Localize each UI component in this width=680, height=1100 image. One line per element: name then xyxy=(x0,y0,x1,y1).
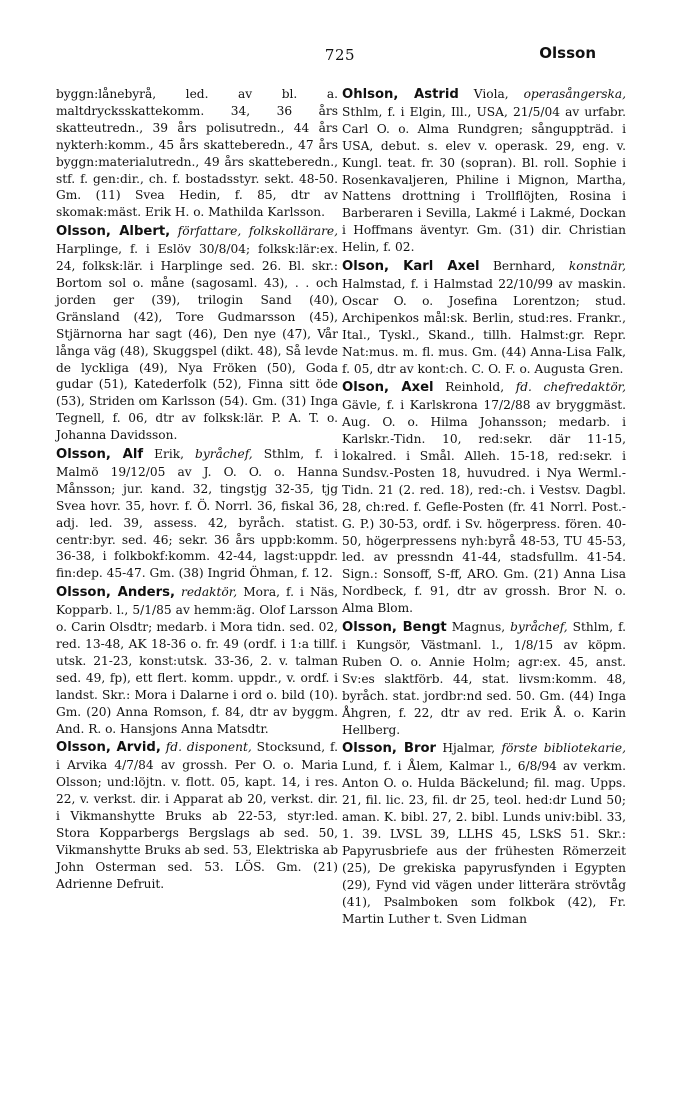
entry-text: Halmstad, f. i Halmstad 22/10/99 av maskin. Oscar O. o. Josefina Lorentzon; stud. Archipenkos mål:sk. Berlin, stud:res. Frankr., Ital., Tyskl., Skand., tillh. Halmst:gr. Repr. Nat:mus. m. fl. mus. Gm. (44) Anna-Lisa Falk, f. 05, dtr av kont:ch. C. O. F. o. Augusta Gren. xyxy=(342,276,626,376)
entry-text: Sthlm, f. i Elgin, Ill., USA, 21/5/04 av urfabr. Carl O. o. Alma Rundgren; sånguppträd. i USA, debut. s. elev v. operask. 29, eng. v. Kungl. teat. fr. 30 (sopran). Bl. roll. Sophie i Rosenkavaljeren, Philine i Mignon, Martha, Nattens drottning i Trollflöjten, Rosina i Barberaren i Sevilla, Lakmé i Lakmé, Dockan i Hoffmans äventyr. Gm. (31) dir. Christian Helin, f. 02. xyxy=(342,104,626,255)
entry-occupation: författare, folkskollärare, xyxy=(177,224,338,239)
entry-text: Harplinge, f. i Eslöv 30/8/04; folksk:lär:ex. 24, folksk:lär. i Harplinge sed. 26. Bl. skr.: Bortom sol o. måne (sagosaml. 43), . . och jorden ger (39), trilogin Sand (40), Gränsland (42), Tore Gudmarsson (45), Stjärnorna har sagt (46), Den nye (47), Vår långa väg (48), Skuggspel (dikt. 48), Så levde de lyckliga (49), Nya Fröken (50), Goda gudar (51), Katederfolk (52), Finna sitt öde (53), Striden om Karlsson (54). Gm. (31) Inga Tegnell, f. 06, dtr av folksk:lär. P. A. T. o. Johanna Davidsson. xyxy=(56,242,338,443)
entry-occupation: operasångerska, xyxy=(523,87,626,101)
entry-occupation: byråchef, xyxy=(510,620,568,635)
entry xyxy=(56,223,338,444)
entry xyxy=(56,584,338,737)
entry-text: Lund, f. i Ålem, Kalmar l., 6/8/94 av verkm. Anton O. o. Hulda Bäckelund; fil. mag. Upps. 21, fil. lic. 23, fil. dr 25, teol. hed:dr Lund 50; aman. K. bibl. 27, 2. bibl. Lunds univ:bibl. 33, 1. 39. LVSL 39, LLHS 45, LSkS 51. Skr.: Papyrusbriefe aus der frühesten Römerzeit (25), De grekiska papyrusfynden i Egypten (29), Fynd vid vägen under litterära strövtåg (41), Psalmboken som folkbok (42), Fr. Martin Luther t. Sven Lidman xyxy=(342,759,626,926)
entry-given-names: Reinhold, xyxy=(445,380,505,395)
entry-headword: Olsson, Albert, xyxy=(56,224,171,240)
entry-text: Gävle, f. i Karlskrona 17/2/88 av bryggmäst. Aug. O. o. Hilma Johansson; medarb. i Karlskr.-Tidn. 10, red:sekr. där 11-15, lokalred. i Smål. Alleh. 15-18, red:sekr. i Sundsv.-Posten 18, huvudred. i Nya Werml.-Tidn. 21 (2. red. 18), red:-ch. i Vestsv. Dagbl. 28, ch:red. f. Gefle-Posten (fr. 41 Norrl. Post.-G. P.) 30-53, ordf. i Sv. högerpress. fören. 40-50, högerpressens nyh:byrå 48-53, TU 45-53, led. av pressndn 41-44, stadsfullm. 41-54. Sign.: Sonsoff, S-ff, ARO. Gm. (21) Anna Lisa Nordbeck, f. 91, dtr av grossh. Bror N. o. Alma Blom. xyxy=(342,398,626,616)
entry xyxy=(56,446,338,582)
left-column xyxy=(56,86,338,895)
entry xyxy=(342,379,626,617)
entry xyxy=(56,739,338,892)
entry xyxy=(342,619,626,738)
entry-occupation: redaktör, xyxy=(181,585,238,600)
entry-text: byggn:lånebyrå, led. av bl. a. maltdrycksskattekomm. 34, 36 års skatteutredn., 39 års polisutredn., 44 års nykterh:komm., 45 års skatteberedn., 47 års byggn:materialutredn., 49 års skatteberedn., stf. f. gen:dir., ch. f. bostadsstyr. sekt. 48-50. Gm. (11) Svea Hedin, f. 85, dtr av skomak:mäst. Erik H. o. Mathilda Karlsson. xyxy=(56,87,338,220)
entry-given-names: Magnus, xyxy=(451,620,506,635)
entry-headword: Olsson, Bror xyxy=(342,741,437,757)
entry xyxy=(56,86,338,221)
entry-occupation: förste bibliotekarie, xyxy=(501,741,626,756)
entry-headword: Olsson, Arvid, xyxy=(56,740,161,756)
entry-given-names: Viola, xyxy=(473,87,509,101)
entry-text: Stocksund, f. i Arvika 4/7/84 av grossh. Per O. o. Maria Olsson; und:löjtn. v. flott. 05, kapt. 14, i res. 22, v. verkst. dir. i Apparat ab 20, verkst. dir. i Vikmanshytte Bruks ab 22-53, styr:led. Stora Kopparbergs Bergslags ab sed. 50, Vikmanshytte Bruks ab sed. 53, Elektriska ab John Osterman sed. 53. LÖS. Gm. (21) Adrienne Defruit. xyxy=(56,740,338,891)
entry-occupation: konstnär, xyxy=(568,259,627,274)
entry-occupation: fd. chefredaktör, xyxy=(515,380,627,395)
entry-occupation: fd. disponent, xyxy=(165,740,252,755)
entry-headword: Olson, Karl Axel xyxy=(342,259,480,275)
running-head: Olsson xyxy=(539,44,596,62)
entry xyxy=(342,86,626,256)
entry-headword: Ohlson, Astrid xyxy=(342,87,459,102)
entry-given-names: Hjalmar, xyxy=(442,741,496,756)
entry xyxy=(342,740,626,927)
right-column xyxy=(342,86,626,929)
entry xyxy=(342,258,626,377)
page-number: 725 xyxy=(324,46,356,64)
entry-text: Sthlm, f. i Malmö 19/12/05 av J. O. O. o. Hanna Månsson; jur. kand. 32, tingstjg 32-35, tjg Svea hovr. 35, hovr. f. Ö. Norrl. 36, fiskal 36, adj. led. 39, assess. 42, byråch. statist. centr:byr. sed. 46; sekr. 36 års uppb:komm. 36-38, i folkbokf:komm. 42-44, lagst:uppdr. fin:dep. 45-47. Gm. (38) Ingrid Öhman, f. 12. xyxy=(56,447,339,581)
entry-headword: Olson, Axel xyxy=(342,380,434,396)
entry-given-names: Bernhard, xyxy=(492,259,556,274)
entry-headword: Olsson, Alf xyxy=(56,447,144,463)
entry-headword: Olsson, Anders, xyxy=(56,585,175,601)
entry-text: Sthlm, f. i Kungsör, Västmanl. l., 1/8/15 av köpm. Ruben O. o. Annie Holm; agr:ex. 45, anst. Sv:es slaktförb. 44, stat. livsm:komm. 48, byråch. stat. jordbr:nd sed. 50. Gm. (44) Inga Åhgren, f. 22, dtr av red. Erik Å. o. Karin Hellberg. xyxy=(342,620,627,737)
entry-occupation: byråchef, xyxy=(195,447,253,462)
entry-headword: Olsson, Bengt xyxy=(342,620,447,636)
entry-given-names: Erik, xyxy=(154,447,185,462)
entry-text: Mora, f. i Näs, Kopparb. l., 5/1/85 av hemm:äg. Olof Larsson o. Carin Olsdtr; medarb. i Mora tidn. sed. 02, red. 13-48, AK 18-36 o. fr. 49 (ordf. i 1:a tillf. utsk. 21-23, konst:utsk. 33-36, 2. v. talman sed. 49, fp), ett flert. komm. uppdr., v. ordf. i landst. Skr.: Mora i Dalarne i ord o. bild (10). Gm. (20) Anna Romson, f. 84, dtr av byggm. And. R. o. Hansjons Anna Matsdtr. xyxy=(56,585,339,736)
